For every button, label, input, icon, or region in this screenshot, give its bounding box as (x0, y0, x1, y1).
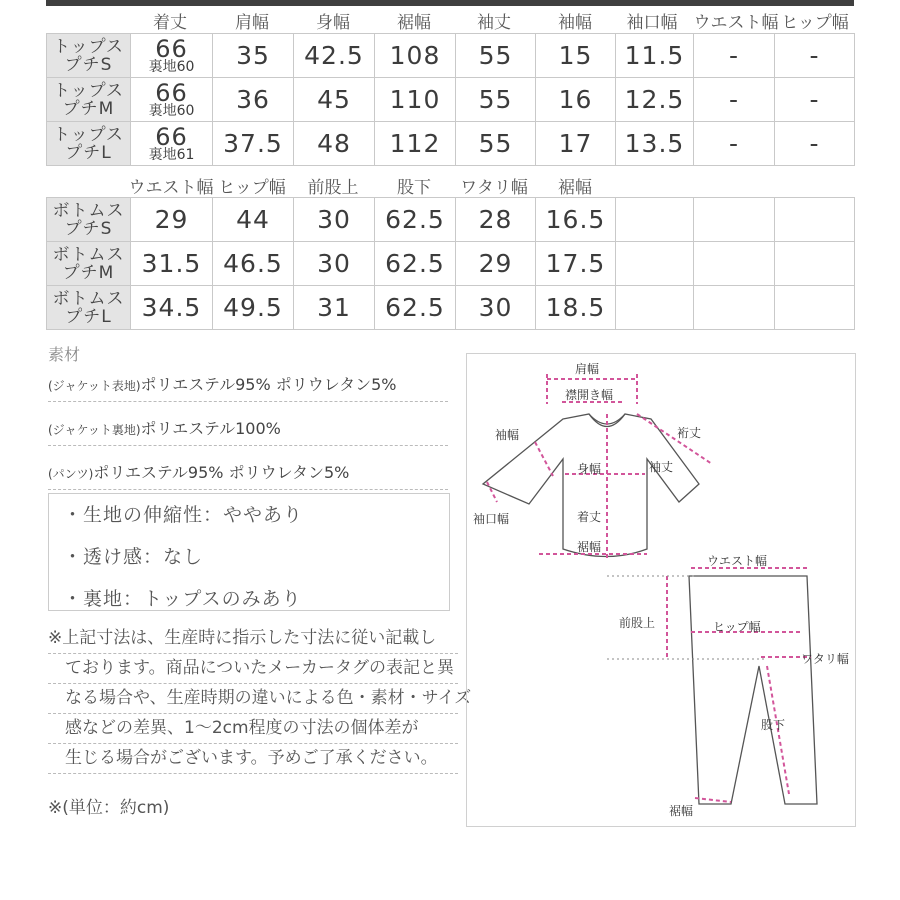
table-row (47, 198, 855, 242)
table-cell: 55 (456, 34, 536, 78)
table-cell: - (694, 78, 775, 122)
table-cell: 16 (536, 78, 616, 122)
measurement-diagram (466, 353, 856, 827)
property-sheer: ・透け感：なし (63, 546, 204, 568)
table-cell: 30 (294, 198, 375, 242)
table-cell (616, 242, 694, 286)
label-pants-hem: 裾幅 (669, 804, 694, 818)
material-line: (ジャケット裏地)ポリエステル100% (48, 416, 448, 446)
table-cell: 46.5 (213, 242, 294, 286)
table-cell: 30 (294, 242, 375, 286)
label-thigh: ワタリ幅 (801, 652, 849, 666)
table-cell: 55 (456, 122, 536, 166)
table-cell: 11.5 (616, 34, 694, 78)
note-line: 生じる場合がございます。予めご了承ください。 (48, 744, 458, 774)
bottoms-header-thigh: ワタリ幅 (460, 178, 528, 198)
table-cell: 18.5 (536, 286, 616, 330)
table-cell: 29 (131, 198, 213, 242)
row-label: トップス プチL (47, 122, 131, 166)
label-body-width: 身幅 (577, 462, 602, 476)
label-hip: ヒップ幅 (713, 620, 761, 634)
table-cell: 36 (213, 78, 294, 122)
table-cell: 28 (456, 198, 536, 242)
row-label: ボトムス プチL (47, 286, 131, 330)
table-cell (694, 242, 775, 286)
diagram-illustration (467, 354, 855, 826)
table-cell: 62.5 (375, 242, 456, 286)
table-cell (694, 286, 775, 330)
table-cell (694, 198, 775, 242)
note-line: ※上記寸法は、生産時に指示した寸法に従い記載し (48, 624, 458, 654)
row-label: トップス プチM (47, 78, 131, 122)
table-cell: 49.5 (213, 286, 294, 330)
table-cell: - (775, 78, 855, 122)
table-cell: 31 (294, 286, 375, 330)
tops-header-sleeve-length: 袖丈 (477, 13, 511, 33)
table-cell: 12.5 (616, 78, 694, 122)
label-sleeve-width: 袖幅 (495, 428, 520, 442)
table-cell: 112 (375, 122, 456, 166)
table-cell: 31.5 (131, 242, 213, 286)
label-waist: ウエスト幅 (707, 554, 768, 568)
table-cell (775, 198, 855, 242)
table-cell: 16.5 (536, 198, 616, 242)
table-cell: 29 (456, 242, 536, 286)
note-line: なる場合や、生産時期の違いによる色・素材・サイズ (48, 684, 458, 714)
table-cell: 13.5 (616, 122, 694, 166)
unit-note: ※(単位：約cm) (48, 798, 170, 818)
tops-header-cuff: 袖口幅 (626, 13, 678, 33)
bottoms-header-hem: 裾幅 (558, 178, 592, 198)
table-row (47, 242, 855, 286)
label-neck-width: 襟開き幅 (565, 388, 614, 402)
table-cell: 37.5 (213, 122, 294, 166)
table-cell: 15 (536, 34, 616, 78)
table-cell: 66 裏地60 (131, 34, 213, 78)
table-row (47, 286, 855, 330)
table-cell: 62.5 (375, 286, 456, 330)
table-row (47, 78, 855, 122)
row-label: ボトムス プチS (47, 198, 131, 242)
fabric-properties-box (48, 493, 450, 611)
table-cell: 66 裏地61 (131, 122, 213, 166)
note-line: ております。商品についたメーカータグの表記と異 (48, 654, 458, 684)
table-cell (616, 198, 694, 242)
tops-header-shoulder: 肩幅 (235, 13, 269, 33)
bottoms-size-table (46, 197, 855, 330)
table-cell: - (775, 122, 855, 166)
tops-header-hip: ヒップ幅 (781, 13, 849, 33)
table-cell: 48 (294, 122, 375, 166)
table-cell: 110 (375, 78, 456, 122)
table-row (47, 34, 855, 78)
bottoms-header-waist: ウエスト幅 (128, 178, 214, 198)
material-line: (パンツ)ポリエステル95% ポリウレタン5% (48, 460, 448, 490)
label-yuki: 裄丈 (677, 426, 702, 440)
table-cell: 17 (536, 122, 616, 166)
table-cell: 42.5 (294, 34, 375, 78)
material-title: 素材 (48, 345, 81, 364)
label-length: 着丈 (577, 510, 602, 524)
table-cell: 108 (375, 34, 456, 78)
property-stretch: ・生地の伸縮性：ややあり (63, 504, 304, 526)
table-cell: 34.5 (131, 286, 213, 330)
row-label: ボトムス プチM (47, 242, 131, 286)
bottoms-header-hip: ヒップ幅 (218, 178, 286, 198)
bottoms-header-inseam: 股下 (397, 178, 431, 198)
table-cell: 55 (456, 78, 536, 122)
table-cell: - (694, 122, 775, 166)
table-cell: - (694, 34, 775, 78)
table-cell: 35 (213, 34, 294, 78)
bottoms-header-rise: 前股上 (307, 178, 359, 198)
property-lining: ・裏地：トップスのみあり (63, 588, 302, 610)
table-cell: 30 (456, 286, 536, 330)
tops-header-waist: ウエスト幅 (693, 13, 779, 33)
label-front-rise: 前股上 (619, 616, 656, 630)
label-hem: 裾幅 (577, 540, 602, 554)
table-cell (775, 286, 855, 330)
tops-size-table (46, 33, 855, 166)
table-cell: 62.5 (375, 198, 456, 242)
table-cell: - (775, 34, 855, 78)
table-cell: 66 裏地60 (131, 78, 213, 122)
material-line: (ジャケット表地)ポリエステル95% ポリウレタン5% (48, 372, 448, 402)
table-cell (775, 242, 855, 286)
label-shoulder: 肩幅 (575, 362, 600, 376)
tops-header-length: 着丈 (153, 13, 187, 33)
label-sleeve-length: 袖丈 (649, 460, 674, 474)
table-row (47, 122, 855, 166)
table-cell: 44 (213, 198, 294, 242)
label-cuff: 袖口幅 (473, 512, 510, 526)
tops-header-body: 身幅 (316, 13, 350, 33)
table-cell: 17.5 (536, 242, 616, 286)
tops-header-sleeve-width: 袖幅 (558, 13, 592, 33)
table-cell (616, 286, 694, 330)
header-bar (46, 0, 854, 6)
label-inseam: 股下 (761, 718, 786, 732)
tops-header-hem: 裾幅 (397, 13, 431, 33)
disclaimer-note (48, 624, 472, 774)
note-line: 感などの差異、1～2cm程度の寸法の個体差が (48, 714, 458, 744)
row-label: トップス プチS (47, 34, 131, 78)
table-cell: 45 (294, 78, 375, 122)
